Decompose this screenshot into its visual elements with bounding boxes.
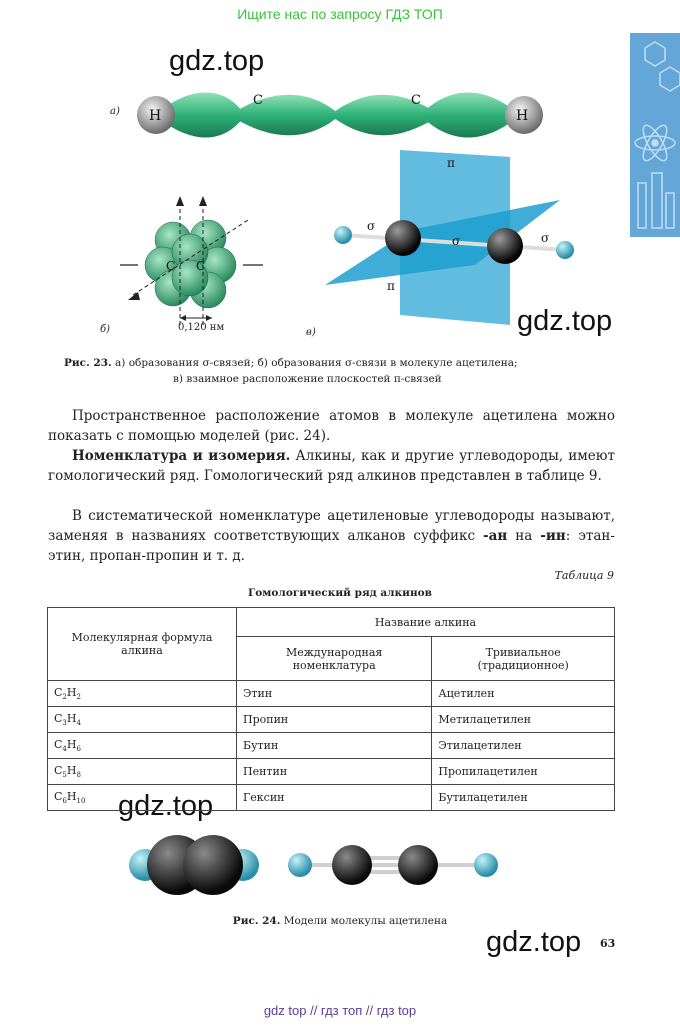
atom-c-label: C <box>253 93 263 108</box>
sidebar-decoration <box>630 33 680 237</box>
table-row <box>48 707 615 733</box>
fig-label-a: а) <box>110 106 120 117</box>
sigma-label: σ <box>452 234 461 248</box>
table-row <box>48 733 615 759</box>
intl-name-cell: Бутин <box>237 733 432 759</box>
paragraph: Пространственное расположение атомов в молекуле ацетилена можно показать с помощью моделей (рис. 24). <box>48 408 615 444</box>
watermark: gdz.top <box>118 790 214 822</box>
formula-cell: $C_2H_2$ <box>48 681 237 707</box>
pi-label: π <box>447 156 455 170</box>
atom-h-label: H <box>149 108 162 124</box>
formula-cell: $C_6H_{10}$ <box>48 785 237 811</box>
caption-number: Рис. 23. <box>64 357 112 369</box>
paragraph-text: В систематической номенклатуре ацетиленовые углеводороды называют, заменяя в названиях соответствующих алканов суффикс <box>48 508 615 544</box>
figure-23-caption <box>64 355 624 387</box>
caption-line-1: а) образования σ-связей; б) образования σ-связи в молекуле ацетилена; <box>115 357 518 369</box>
formula-cell: $C_3H_4$ <box>48 707 237 733</box>
page-number: 63 <box>600 937 616 950</box>
header-intl: Международная номенклатура <box>237 637 432 681</box>
atom-c-label: C <box>411 93 421 108</box>
atom-c-label: C <box>196 259 206 273</box>
paragraph <box>48 446 615 486</box>
chemistry-icon <box>630 33 680 237</box>
paragraph-text: на <box>507 528 541 544</box>
intl-name-cell: Пентин <box>237 759 432 785</box>
trivial-name-cell: Бутилацетилен <box>432 785 615 811</box>
watermark: gdz.top <box>486 926 582 958</box>
sigma-label: σ <box>367 219 376 233</box>
atom-h-label: H <box>516 108 529 124</box>
table-row <box>48 681 615 707</box>
formula-cell: $C_5H_8$ <box>48 759 237 785</box>
table-title: Гомологический ряд алкинов <box>248 587 432 599</box>
intl-name-cell: Пропин <box>237 707 432 733</box>
intl-name-cell: Этин <box>237 681 432 707</box>
footer-links[interactable]: gdz top // гдз топ // гдз top <box>263 1003 417 1018</box>
watermark: gdz.top <box>169 45 265 77</box>
header-trivial: Тривиальное (традиционное) <box>432 637 615 681</box>
paragraph-text: : этан-этин, пропан-пропин и т. д. <box>48 528 615 564</box>
acetylene-models <box>125 830 515 900</box>
caption-line-2: в) взаимное расположение плоскостей π-связей <box>173 373 442 385</box>
paragraph <box>48 506 615 566</box>
acetylene-sigma-model <box>118 190 278 340</box>
section-heading: Номенклатура и изомерия. <box>72 448 291 464</box>
suffix-in: -ин <box>540 528 566 544</box>
table-row <box>48 785 615 811</box>
table-row <box>48 759 615 785</box>
caption-text: Модели молекулы ацетилена <box>280 915 448 927</box>
trivial-name-cell: Ацетилен <box>432 681 615 707</box>
trivial-name-cell: Этилацетилен <box>432 733 615 759</box>
fig-label-b: б) <box>100 324 111 335</box>
formula-cell: $C_4H_6$ <box>48 733 237 759</box>
suffix-an: -ан <box>483 528 508 544</box>
trivial-name-cell: Метилацетилен <box>432 707 615 733</box>
intl-name-cell: Гексин <box>237 785 432 811</box>
paragraph-text: Алкины, как и другие углеводороды, имеют гомологический ряд. Гомологический ряд алкинов представлен в таблице 9. <box>48 448 615 484</box>
figure-24-caption <box>0 913 680 929</box>
bond-length-label: 0,120 нм <box>178 322 225 333</box>
pi-planes-diagram <box>325 145 575 335</box>
header-name: Название алкина <box>237 608 615 637</box>
sigma-label: σ <box>541 231 550 245</box>
watermark: gdz.top <box>517 305 613 337</box>
pi-label: π <box>387 279 395 293</box>
caption-number: Рис. 24. <box>232 915 281 927</box>
header-formula: Молекулярная формула алкина <box>48 608 237 681</box>
fig-label-v: в) <box>306 327 316 338</box>
atom-c-label: C <box>166 259 176 273</box>
top-search-link[interactable]: Ищите нас по запросу ГДЗ ТОП <box>237 6 443 22</box>
trivial-name-cell: Пропилацетилен <box>432 759 615 785</box>
sigma-bond-diagram <box>130 80 550 150</box>
table-caption: Таблица 9 <box>554 569 614 582</box>
alkynes-table <box>47 607 615 811</box>
